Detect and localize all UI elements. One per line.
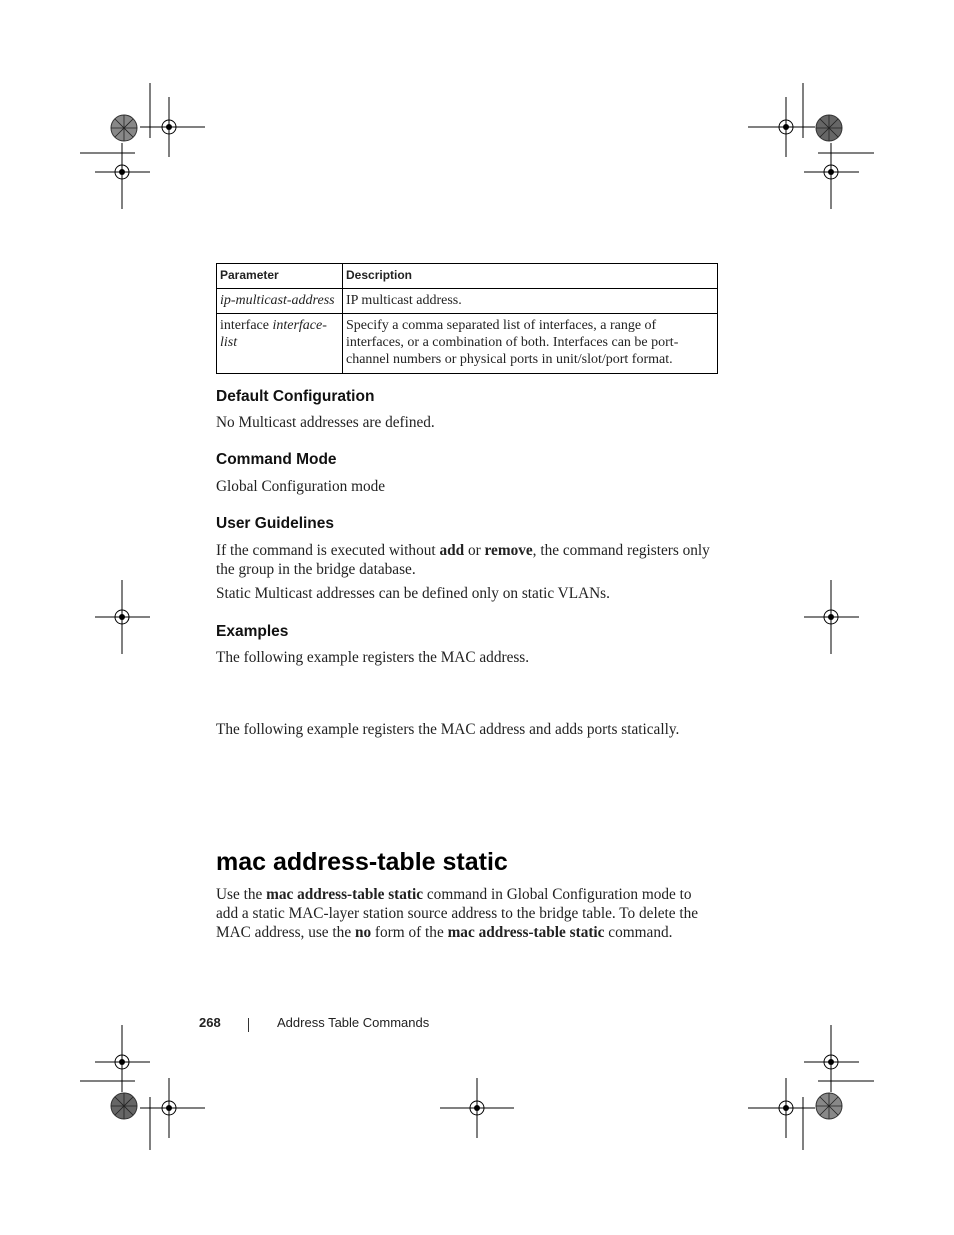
heading-user-guidelines: User Guidelines <box>216 515 335 532</box>
table-row <box>217 314 718 374</box>
table-cell-description: IP multicast address. <box>343 289 718 314</box>
table-row <box>217 289 718 314</box>
user-guidelines-paragraph-2: Static Multicast addresses can be defined only on static VLANs. <box>216 585 610 602</box>
heading-default-configuration: Default Configuration <box>216 388 375 405</box>
table-header-row <box>217 264 718 289</box>
table-cell-description: Specify a comma separated list of interfaces, a range of interfaces, or a combination of both. Interfaces can be port-channel numbers or physical ports in unit/slot/port format. <box>343 314 718 374</box>
parameter-name: ip-multicast-address <box>220 293 335 308</box>
command-mode-text: Global Configuration mode <box>216 478 386 495</box>
footer-title: Address Table Commands <box>277 1015 430 1030</box>
user-guidelines-paragraph-1: If the command is executed without add or remove, the command registers only the group in the bridge database. <box>216 542 710 578</box>
command-description: Use the mac address-table static command in Global Configuration mode to add a static MAC-layer station source address to the bridge table. To delete the MAC address, use the no form of the mac address-table static command. <box>216 886 699 941</box>
table-cell-parameter <box>217 289 343 314</box>
parameter-name: interface-list <box>220 318 327 350</box>
footer-separator <box>248 1018 249 1032</box>
example-2-text: The following example registers the MAC address and adds ports statically. <box>216 721 680 738</box>
table-header-description: Description <box>343 264 718 289</box>
parameter-table <box>216 263 718 374</box>
default-configuration-text: No Multicast addresses are defined. <box>216 414 435 431</box>
table-header-parameter: Parameter <box>217 264 343 289</box>
command-title: mac address-table static <box>216 848 508 876</box>
table-cell-parameter: interface interface-list <box>217 314 343 374</box>
heading-examples: Examples <box>216 623 289 640</box>
page-number: 268 <box>199 1015 221 1030</box>
example-1-text: The following example registers the MAC address. <box>216 649 530 666</box>
heading-command-mode: Command Mode <box>216 451 337 468</box>
